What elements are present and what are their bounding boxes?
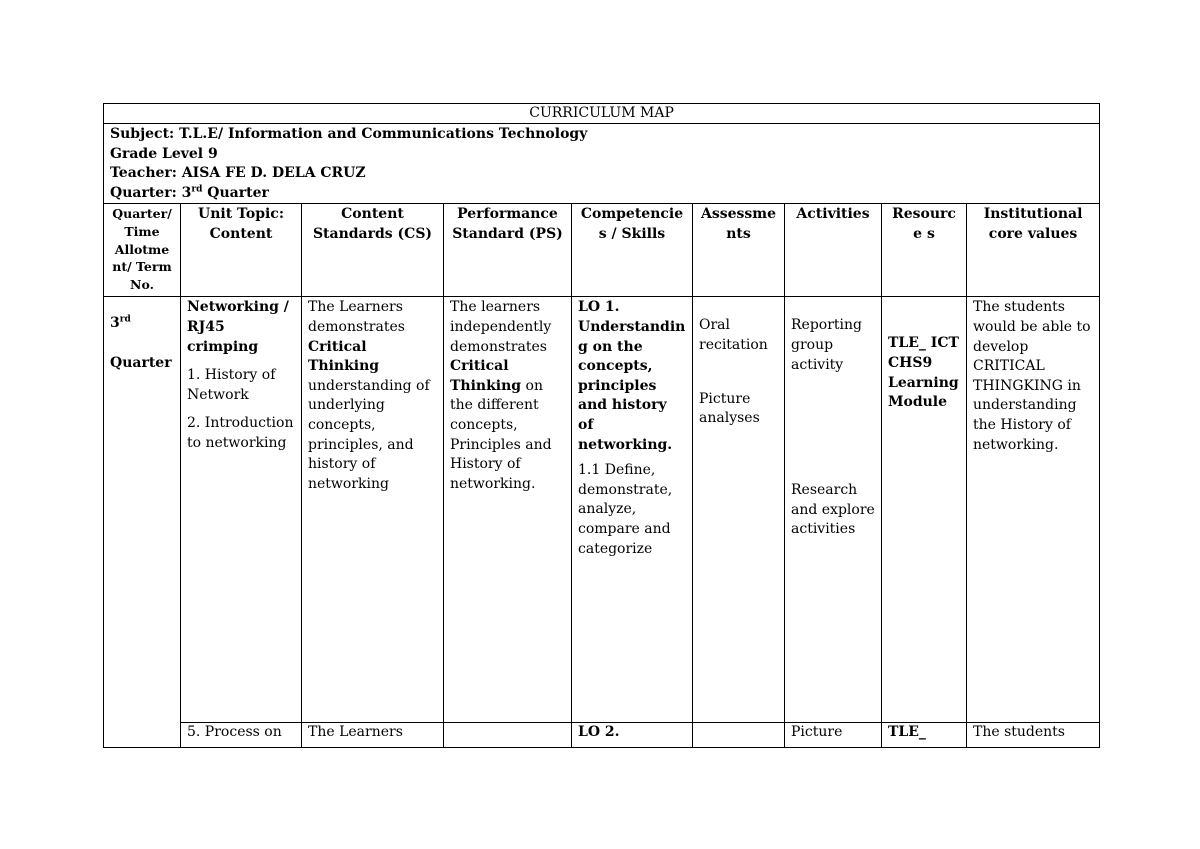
cs-text-a: The Learners demonstrates [308, 299, 405, 335]
row2-resources-cell: TLE_ [882, 723, 967, 748]
title-row [104, 104, 1100, 124]
activity-1: Reporting group activity [791, 317, 862, 373]
resources-cell [882, 297, 967, 723]
table-row [104, 297, 1100, 723]
competency-title: LO 1. Understandin g on the concepts, principles and history of networking. [578, 299, 686, 453]
activities-cell [785, 297, 882, 723]
quarter-label: Quarter [110, 354, 172, 371]
competencies-cell [572, 297, 693, 723]
row2-core-values-cell: The students [967, 723, 1100, 748]
unit-item-2: 2. Introduction to networking [187, 415, 294, 451]
ps-text-a: The learners independently demonstrates [450, 299, 552, 355]
core-values-cell: The students would be able to develop CRITICAL THINGKING in understanding the History of networking. [967, 297, 1100, 723]
row2-activities-cell: Picture [785, 723, 882, 748]
row2-cs-cell: The Learners [302, 723, 444, 748]
curriculum-map-table [103, 103, 1100, 748]
cs-text-c: understanding of underlying concepts, principles, and history of networking [308, 377, 430, 492]
assessment-2: Picture analyses [699, 390, 760, 427]
unit-topic-cell [181, 297, 302, 723]
row2-ps-cell [444, 723, 572, 748]
quarter-line [110, 184, 1093, 204]
unit-item-1: 1. History of Network [187, 367, 276, 403]
ps-text-c: on the different concepts, Principles and History of networking. [450, 377, 552, 492]
quarter-num-sup: rd [119, 314, 131, 325]
header-unit-topic: Unit Topic: Content [181, 204, 302, 297]
header-performance-standard: Performance Standard (PS) [444, 204, 572, 297]
header-competencies: Competencies / Skills [572, 204, 693, 297]
unit-title: Networking / RJ45 crimping [187, 299, 289, 355]
header-assessments: Assessme nts [693, 204, 785, 297]
cs-text-b: Critical Thinking [308, 338, 380, 375]
quarter-line-suffix: Quarter [202, 184, 269, 201]
table-row [104, 723, 1100, 748]
quarter-number [110, 314, 174, 334]
row2-competencies-cell: LO 2. [572, 723, 693, 748]
info-row [104, 124, 1100, 204]
subject-line: Subject: T.L.E/ Information and Communications Technology [110, 126, 588, 142]
row2-assessments-cell [693, 723, 785, 748]
assessments-cell [693, 297, 785, 723]
assessment-1: Oral recitation [699, 317, 768, 353]
document-title: CURRICULUM MAP [104, 104, 1100, 124]
quarter-line-sup: rd [191, 184, 203, 195]
teacher-line: Teacher: AISA FE D. DELA CRUZ [110, 165, 366, 182]
content-standards-cell [302, 297, 444, 723]
ps-text-b: Critical Thinking [450, 358, 522, 394]
header-quarter: Quarter/ Time Allotme nt/ Term No. [104, 204, 181, 297]
header-activities: Activities [785, 204, 882, 297]
info-block [104, 124, 1100, 204]
grade-line: Grade Level 9 [110, 145, 218, 162]
activity-2: Research and explore activities [791, 482, 875, 538]
competency-sub: 1.1 Define, demonstrate, analyze, compare and categorize [578, 462, 673, 557]
header-resources: Resource s [882, 204, 967, 297]
quarter-line-prefix: Quarter: 3 [110, 184, 192, 201]
quarter-cell [104, 297, 181, 748]
header-row [104, 204, 1100, 297]
resources-text: TLE_ ICT CHS9 Learning Module [888, 335, 959, 411]
quarter-num: 3 [110, 315, 120, 332]
row2-unit-cell: 5. Process on [181, 723, 302, 748]
performance-standard-cell [444, 297, 572, 723]
header-content-standards: Content Standards (CS) [302, 204, 444, 297]
header-core-values: Institutional core values [967, 204, 1100, 297]
